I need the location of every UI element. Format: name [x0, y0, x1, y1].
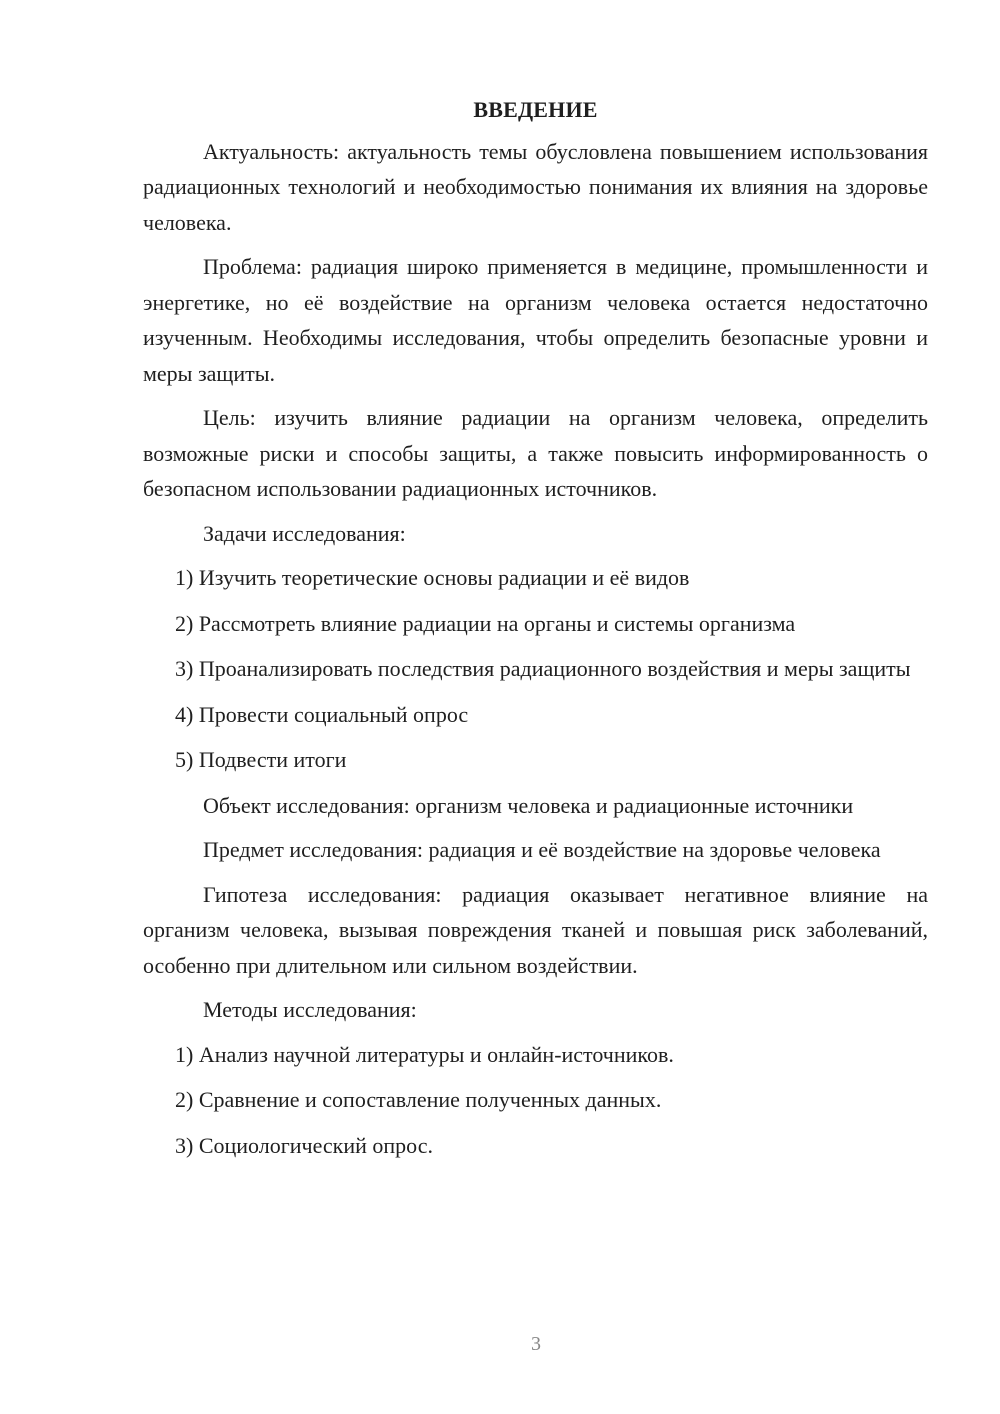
paragraph-subject: Предмет исследования: радиация и её воздействие на здоровье человека: [203, 837, 881, 862]
list-item: 2) Рассмотреть влияние радиации на органы и системы организма: [175, 610, 796, 636]
page-title: ВВЕДЕНИЕ: [473, 97, 598, 122]
list-item: 5) Подвести итоги: [175, 747, 347, 772]
methods-heading: Методы исследования:: [203, 997, 417, 1022]
paragraph-problem: Проблема: радиация широко применяется в медицине, промышленности и энергетике, но её воздействие на организм человека остается недостаточно изученным. Необходимы исследования, чтобы определить безопасные уровни и меры защиты.: [143, 254, 928, 386]
list-item: 3) Проанализировать последствия радиационного воздействия и меры защиты: [175, 656, 911, 681]
list-item: 3) Социологический опрос.: [175, 1132, 433, 1158]
paragraph-object: Объект исследования: организм человека и радиационные источники: [203, 792, 854, 818]
list-item: 1) Изучить теоретические основы радиации и её видов: [175, 565, 690, 590]
paragraph-goal: Цель: изучить влияние радиации на организм человека, определить возможные риски и способы защиты, а также повысить информированность о безопасном использовании радиационных источников.: [143, 405, 928, 501]
paragraph-hypothesis: Гипотеза исследования: радиация оказывает негативное влияние на организм человека, вызывая повреждения тканей и повышая риск заболеваний, особенно при длительном или сильном воздействии.: [143, 881, 928, 978]
list-item: 2) Сравнение и сопоставление полученных данных.: [175, 1087, 662, 1112]
list-item: 1) Анализ научной литературы и онлайн-источников.: [175, 1041, 674, 1067]
tasks-heading: Задачи исследования:: [203, 520, 406, 546]
page-number: 3: [531, 1333, 541, 1355]
page-content: [143, 92, 928, 1173]
list-item: 4) Провести социальный опрос: [175, 701, 469, 727]
paragraph-relevance: Актуальность: актуальность темы обусловлена повышением использования радиационных технологий и необходимостью понимания их влияния на здоровье человека.: [143, 138, 928, 235]
